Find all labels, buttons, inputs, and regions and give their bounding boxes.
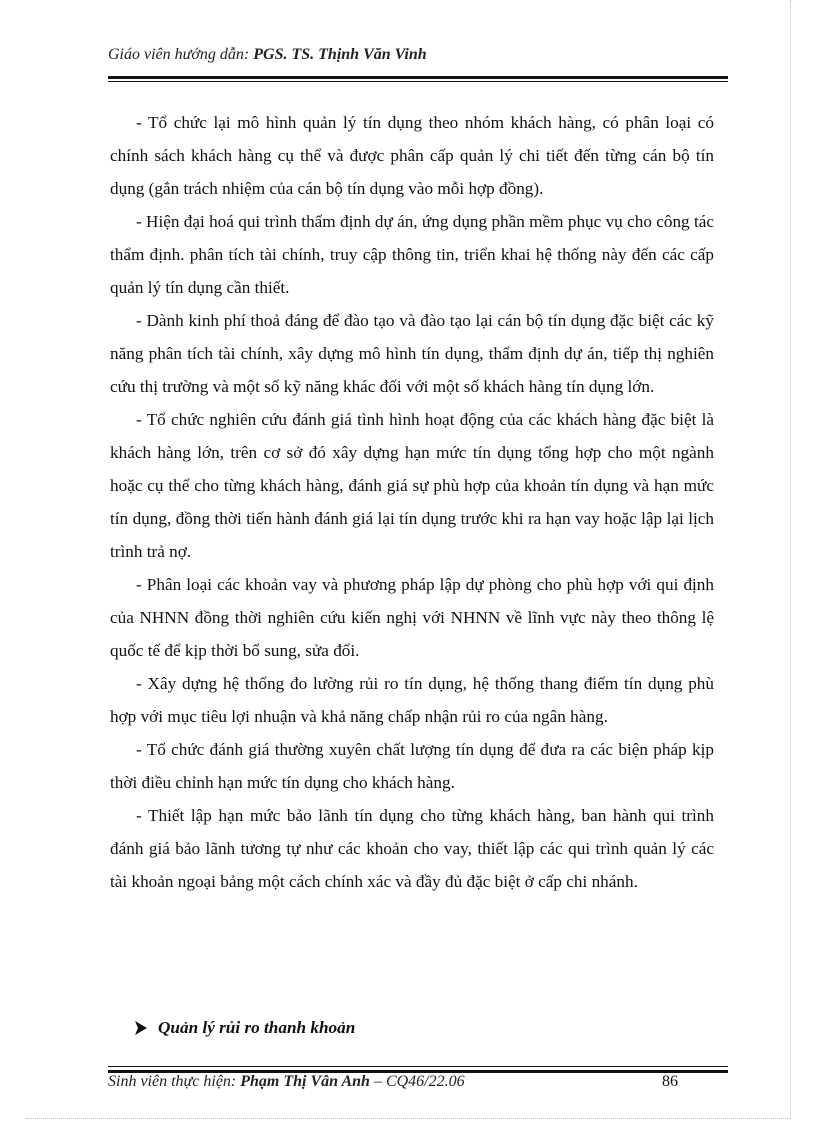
paragraph: - Tổ chức đánh giá thường xuyên chất lượng tín dụng để đưa ra các biện pháp kịp thời điều chỉnh hạn mức tín dụng cho khách hàng. [110,740,714,792]
document-body [110,106,714,898]
paragraph: - Tổ chức lại mô hình quản lý tín dụng theo nhóm khách hàng, có phân loại có chính sách khách hàng cụ thể và được phân cấp quản lý chi tiết đến từng cán bộ tín dụng (gắn trách nhiệm của cán bộ tín dụng vào mỗi hợp đồng). [110,113,714,198]
footer-class-code: – CQ46/22.06 [369,1073,465,1090]
footer-label: Sinh viên thực hiện: [108,1073,241,1090]
page-border-bottom [26,1118,790,1119]
arrow-right-icon [134,1020,148,1036]
footer-student-name: Phạm Thị Vân Anh [240,1073,370,1090]
header-rule-thin [108,81,728,82]
paragraph: - Thiết lập hạn mức bảo lãnh tín dụng cho từng khách hàng, ban hành qui trình đánh giá bảo lãnh tương tự như các khoản cho vay, thiết lập các qui trình quản lý các tài khoản ngoại bảng một cách chính xác và đầy đủ đặc biệt ở cấp chi nhánh. [110,806,714,891]
section-heading-text: Quản lý rủi ro thanh khoản [158,1018,356,1037]
paragraph: - Tổ chức nghiên cứu đánh giá tình hình hoạt động của các khách hàng đặc biệt là khách hàng lớn, trên cơ sở đó xây dựng hạn mức tín dụng tổng hợp cho một ngành hoặc cụ thể cho từng khách hàng, đánh giá sự phù hợp của khoản tín dụng và hạn mức tín dụng, đồng thời tiến hành đánh giá lại tín dụng trước khi ra hạn vay hoặc lập lại lịch trình trả nợ. [110,410,714,561]
page-border-right [790,0,791,1118]
footer-rule-thin [108,1066,728,1067]
header-advisor-name: PGS. TS. Thịnh Văn Vinh [253,46,427,63]
paragraph: - Phân loại các khoản vay và phương pháp lập dự phòng cho phù hợp với qui định của NHNN đồng thời nghiên cứu kiến nghị với NHNN về lĩnh vực này theo thông lệ quốc tế để kịp thời bổ sung, sửa đổi. [110,575,714,660]
header-label: Giáo viên hướng dẫn: [108,46,254,63]
paragraph: - Xây dựng hệ thống đo lường rủi ro tín dụng, hệ thống thang điểm tín dụng phù hợp với mục tiêu lợi nhuận và khả năng chấp nhận rủi ro của ngân hàng. [110,674,714,726]
page-footer [108,1073,728,1091]
paragraph: - Dành kinh phí thoả đáng để đào tạo và đào tạo lại cán bộ tín dụng đặc biệt các kỹ năng phân tích tài chính, xây dựng mô hình tín dụng, thẩm định dự án, tiếp thị nghiên cứu thị trường và một số kỹ năng khác đối với một số khách hàng tín dụng lớn. [110,311,714,396]
page-number: 86 [662,1073,678,1090]
header-rule-thick [108,76,728,79]
section-heading [134,1018,694,1038]
page-header [108,46,728,64]
paragraph: - Hiện đại hoá qui trình thẩm định dự án, ứng dụng phần mềm phục vụ cho công tác thẩm định. phân tích tài chính, truy cập thông tin, triển khai hệ thống này đến các cấp quản lý tín dụng cần thiết. [110,212,714,297]
